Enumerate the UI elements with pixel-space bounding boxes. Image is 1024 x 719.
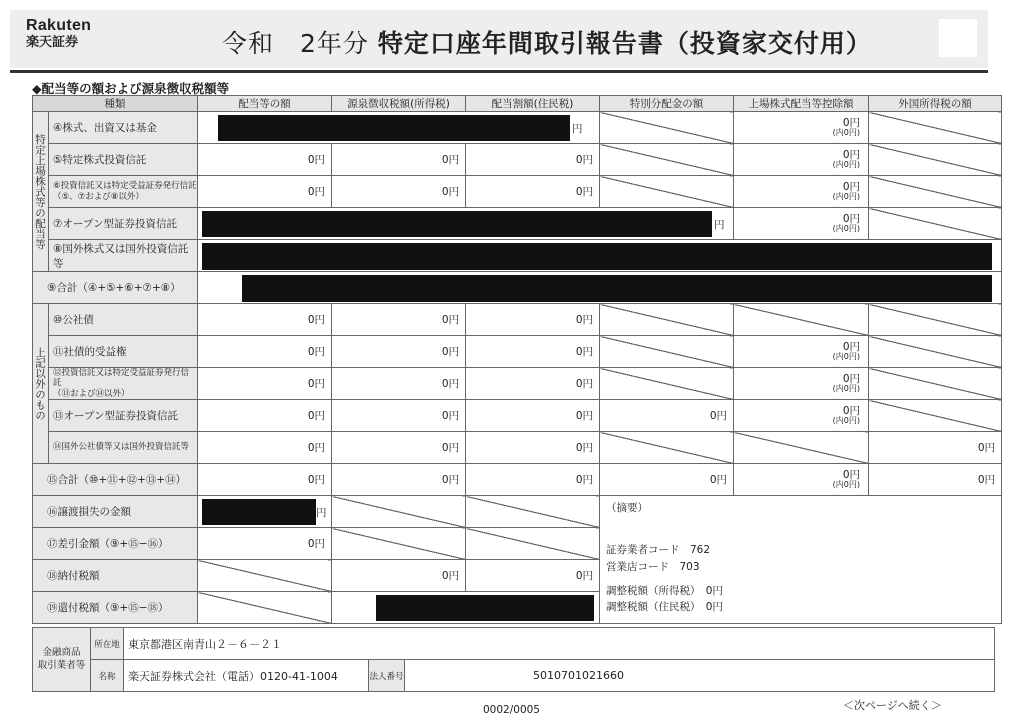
redaction-block: [242, 275, 992, 302]
value-cell: 0円: [332, 464, 466, 496]
empty-cell: [869, 336, 1002, 368]
value-sub: (内0円): [832, 351, 860, 361]
empty-cell: [869, 112, 1002, 144]
value: 0円: [842, 372, 860, 385]
row-label: ⑪社債的受益権: [49, 336, 198, 368]
empty-cell: [734, 432, 869, 464]
report-header: [10, 10, 988, 68]
value-cell: 0円: [332, 176, 466, 208]
dividend-table: [32, 95, 1002, 624]
redaction-block: [202, 499, 316, 525]
memo-title: （摘要）: [606, 502, 648, 514]
value: 0円: [842, 468, 860, 481]
value: 0円: [842, 212, 860, 225]
empty-cell: [869, 400, 1002, 432]
value-cell: [198, 208, 734, 240]
table-row: [33, 112, 1002, 144]
value-sub: (内0円): [832, 383, 860, 393]
page-number: 0002/0005: [483, 704, 540, 716]
value-cell: [332, 592, 600, 624]
value-cell: [198, 112, 600, 144]
empty-cell: [869, 208, 1002, 240]
value-cell: 0円: [466, 144, 600, 176]
title-main: 特定口座年間取引報告書（投資家交付用）: [377, 29, 872, 58]
empty-cell: [869, 176, 1002, 208]
empty-cell: [600, 176, 734, 208]
value-cell: 0円: [198, 368, 332, 400]
value-cell: 0円: [198, 336, 332, 368]
logo-text-en: Rakuten: [26, 17, 92, 34]
value-cell: 0円: [466, 464, 600, 496]
value-cell: 0円: [198, 304, 332, 336]
memo-branch-code: 営業店コード 703: [606, 560, 700, 573]
section-title: ◆配当等の額および源泉徴収税額等: [32, 81, 230, 96]
empty-cell: [600, 432, 734, 464]
empty-cell: [332, 528, 466, 560]
value-cell: [734, 176, 869, 208]
group-label-specified: 特定上場株式等の配当等: [33, 112, 49, 272]
table-row: [33, 464, 1002, 496]
value-cell: 0円: [466, 176, 600, 208]
value-sub: (内0円): [832, 223, 860, 233]
name-label: 名称: [91, 660, 124, 692]
empty-cell: [869, 144, 1002, 176]
row-label: ⑲還付税額（⑨+⑮−⑱）: [33, 592, 198, 624]
empty-cell: [198, 592, 332, 624]
table-row: [33, 368, 1002, 400]
value: 0円: [842, 116, 860, 129]
value-sub: (内0円): [832, 191, 860, 201]
value: 0円: [842, 180, 860, 193]
value-cell: [734, 336, 869, 368]
value-cell: [198, 240, 1002, 272]
value-cell: 0円: [198, 464, 332, 496]
row-label: ⑤特定株式投資信託: [49, 144, 198, 176]
value-sub: (内0円): [832, 127, 860, 137]
row-label: ④株式、出資又は基金: [49, 112, 198, 144]
broker-group-label-line1: 金融商品: [42, 647, 81, 659]
broker-address: 東京都港区南青山２－６－２１: [124, 628, 995, 660]
col-header-dividend: 配当等の額: [198, 96, 332, 112]
value-cell: [198, 496, 332, 528]
value-cell: [198, 272, 1002, 304]
value-cell: 0円: [869, 464, 1002, 496]
value-cell: 0円: [332, 432, 466, 464]
value-sub: (内0円): [832, 479, 860, 489]
logo-text-ja: 楽天証券: [26, 35, 79, 50]
empty-cell: [869, 304, 1002, 336]
yen-suffix: 円: [316, 507, 327, 519]
row-label: ⑱納付税額: [33, 560, 198, 592]
value-cell: 0円: [466, 560, 600, 592]
table-row: [33, 240, 1002, 272]
col-header-withholding: 源泉徴収税額(所得税): [332, 96, 466, 112]
broker-group-label: [33, 628, 91, 692]
col-header-foreign-tax: 外国所得税の額: [869, 96, 1002, 112]
memo-cell: [600, 496, 1002, 624]
value-cell: 0円: [466, 304, 600, 336]
table-row: [33, 304, 1002, 336]
value-cell: 0円: [332, 400, 466, 432]
row-label: ⑮合計（⑩+⑪+⑫+⑬+⑭）: [33, 464, 198, 496]
value: 0円: [842, 148, 860, 161]
redaction-block: [218, 115, 570, 141]
row-label: ⑭国外公社債等又は国外投資信託等: [49, 432, 198, 464]
value-cell: [734, 144, 869, 176]
value-sub: (内0円): [832, 415, 860, 425]
table-row: [33, 400, 1002, 432]
row-label: ⑰差引金額（⑨+⑮−⑯）: [33, 528, 198, 560]
redaction-block: [202, 211, 712, 237]
empty-cell: [466, 528, 600, 560]
group-label-other: 上記以外のもの: [33, 304, 49, 464]
empty-cell: [869, 368, 1002, 400]
table-header-row: [33, 96, 1002, 112]
empty-cell: [332, 496, 466, 528]
col-header-resident-tax: 配当割額(住民税): [466, 96, 600, 112]
value-cell: 0円: [466, 336, 600, 368]
memo-adj-income: 調整税額（所得税） 0円: [606, 584, 723, 597]
memo-broker-code: 証券業者コード 762: [606, 544, 711, 557]
table-row: [33, 496, 1002, 528]
value-sub: (内0円): [832, 159, 860, 169]
broker-address-row: [33, 628, 995, 660]
col-header-special-distribution: 特別分配金の額: [600, 96, 734, 112]
value-cell: [734, 208, 869, 240]
redaction-block: [376, 595, 594, 621]
row-label: ⑨合計（④+⑤+⑥+⑦+⑧）: [33, 272, 198, 304]
corp-number-label: 法人番号: [369, 660, 405, 692]
row-label: ⑧国外株式又は国外投資信託等: [49, 240, 198, 272]
table-row: [33, 432, 1002, 464]
value-cell: 0円: [466, 400, 600, 432]
row-label: ⑯譲渡損失の金額: [33, 496, 198, 528]
broker-group-label-line2: 取引業者等: [37, 659, 86, 671]
value-cell: 0円: [198, 176, 332, 208]
empty-cell: [600, 336, 734, 368]
next-page-note: ＜次ページへ続く＞: [843, 699, 942, 712]
row-label: ⑥投資信託又は特定受益証券発行信託 （⑤、⑦および⑧以外）: [49, 176, 198, 208]
value-cell: 0円: [332, 368, 466, 400]
memo-adj-resident: 調整税額（住民税） 0円: [606, 601, 723, 614]
col-header-kind: 種類: [33, 96, 198, 112]
title-year: 令和 2年分: [222, 29, 369, 58]
value-cell: [734, 368, 869, 400]
stamp-box: [939, 19, 977, 57]
table-row: [33, 144, 1002, 176]
table-row: [33, 272, 1002, 304]
row-label: ⑫投資信託又は特定受益証券発行信託 （⑬および⑭以外）: [49, 368, 198, 400]
broker-name: 楽天証券株式会社（電話）0120-41-1004: [124, 660, 369, 692]
empty-cell: [600, 304, 734, 336]
value: 0円: [842, 404, 860, 417]
rakuten-logo: [26, 18, 91, 49]
value-cell: 0円: [198, 432, 332, 464]
value-cell: 0円: [332, 304, 466, 336]
empty-cell: [466, 496, 600, 528]
table-row: [33, 336, 1002, 368]
broker-info-table: [32, 627, 995, 692]
value-cell: 0円: [332, 560, 466, 592]
empty-cell: [600, 112, 734, 144]
empty-cell: [600, 144, 734, 176]
value-cell: 0円: [198, 528, 332, 560]
value-cell: [734, 400, 869, 432]
header-divider: [10, 70, 988, 73]
table-row: [33, 208, 1002, 240]
value-cell: 0円: [869, 432, 1002, 464]
yen-suffix: 円: [714, 219, 725, 231]
address-label: 所在地: [91, 628, 124, 660]
value: 0円: [842, 340, 860, 353]
row-label: ⑬オープン型証券投資信託: [49, 400, 198, 432]
corp-number: 5010701021660: [405, 660, 995, 692]
table-row: [33, 176, 1002, 208]
value-cell: [734, 464, 869, 496]
value-cell: 0円: [332, 336, 466, 368]
value-cell: 0円: [332, 144, 466, 176]
empty-cell: [734, 304, 869, 336]
value-cell: 0円: [466, 368, 600, 400]
redaction-block: [202, 243, 992, 270]
value-cell: 0円: [198, 400, 332, 432]
row-label: ⑩公社債: [49, 304, 198, 336]
empty-cell: [198, 560, 332, 592]
col-header-listed-deduction: 上場株式配当等控除額: [734, 96, 869, 112]
broker-name-row: [33, 660, 995, 692]
value-cell: 0円: [198, 144, 332, 176]
row-label: ⑦オープン型証券投資信託: [49, 208, 198, 240]
empty-cell: [600, 368, 734, 400]
value-cell: 0円: [466, 432, 600, 464]
value-cell: 0円: [600, 464, 734, 496]
value-cell: [734, 112, 869, 144]
page-title: [222, 24, 872, 60]
value-cell: 0円: [600, 400, 734, 432]
yen-suffix: 円: [572, 123, 583, 135]
